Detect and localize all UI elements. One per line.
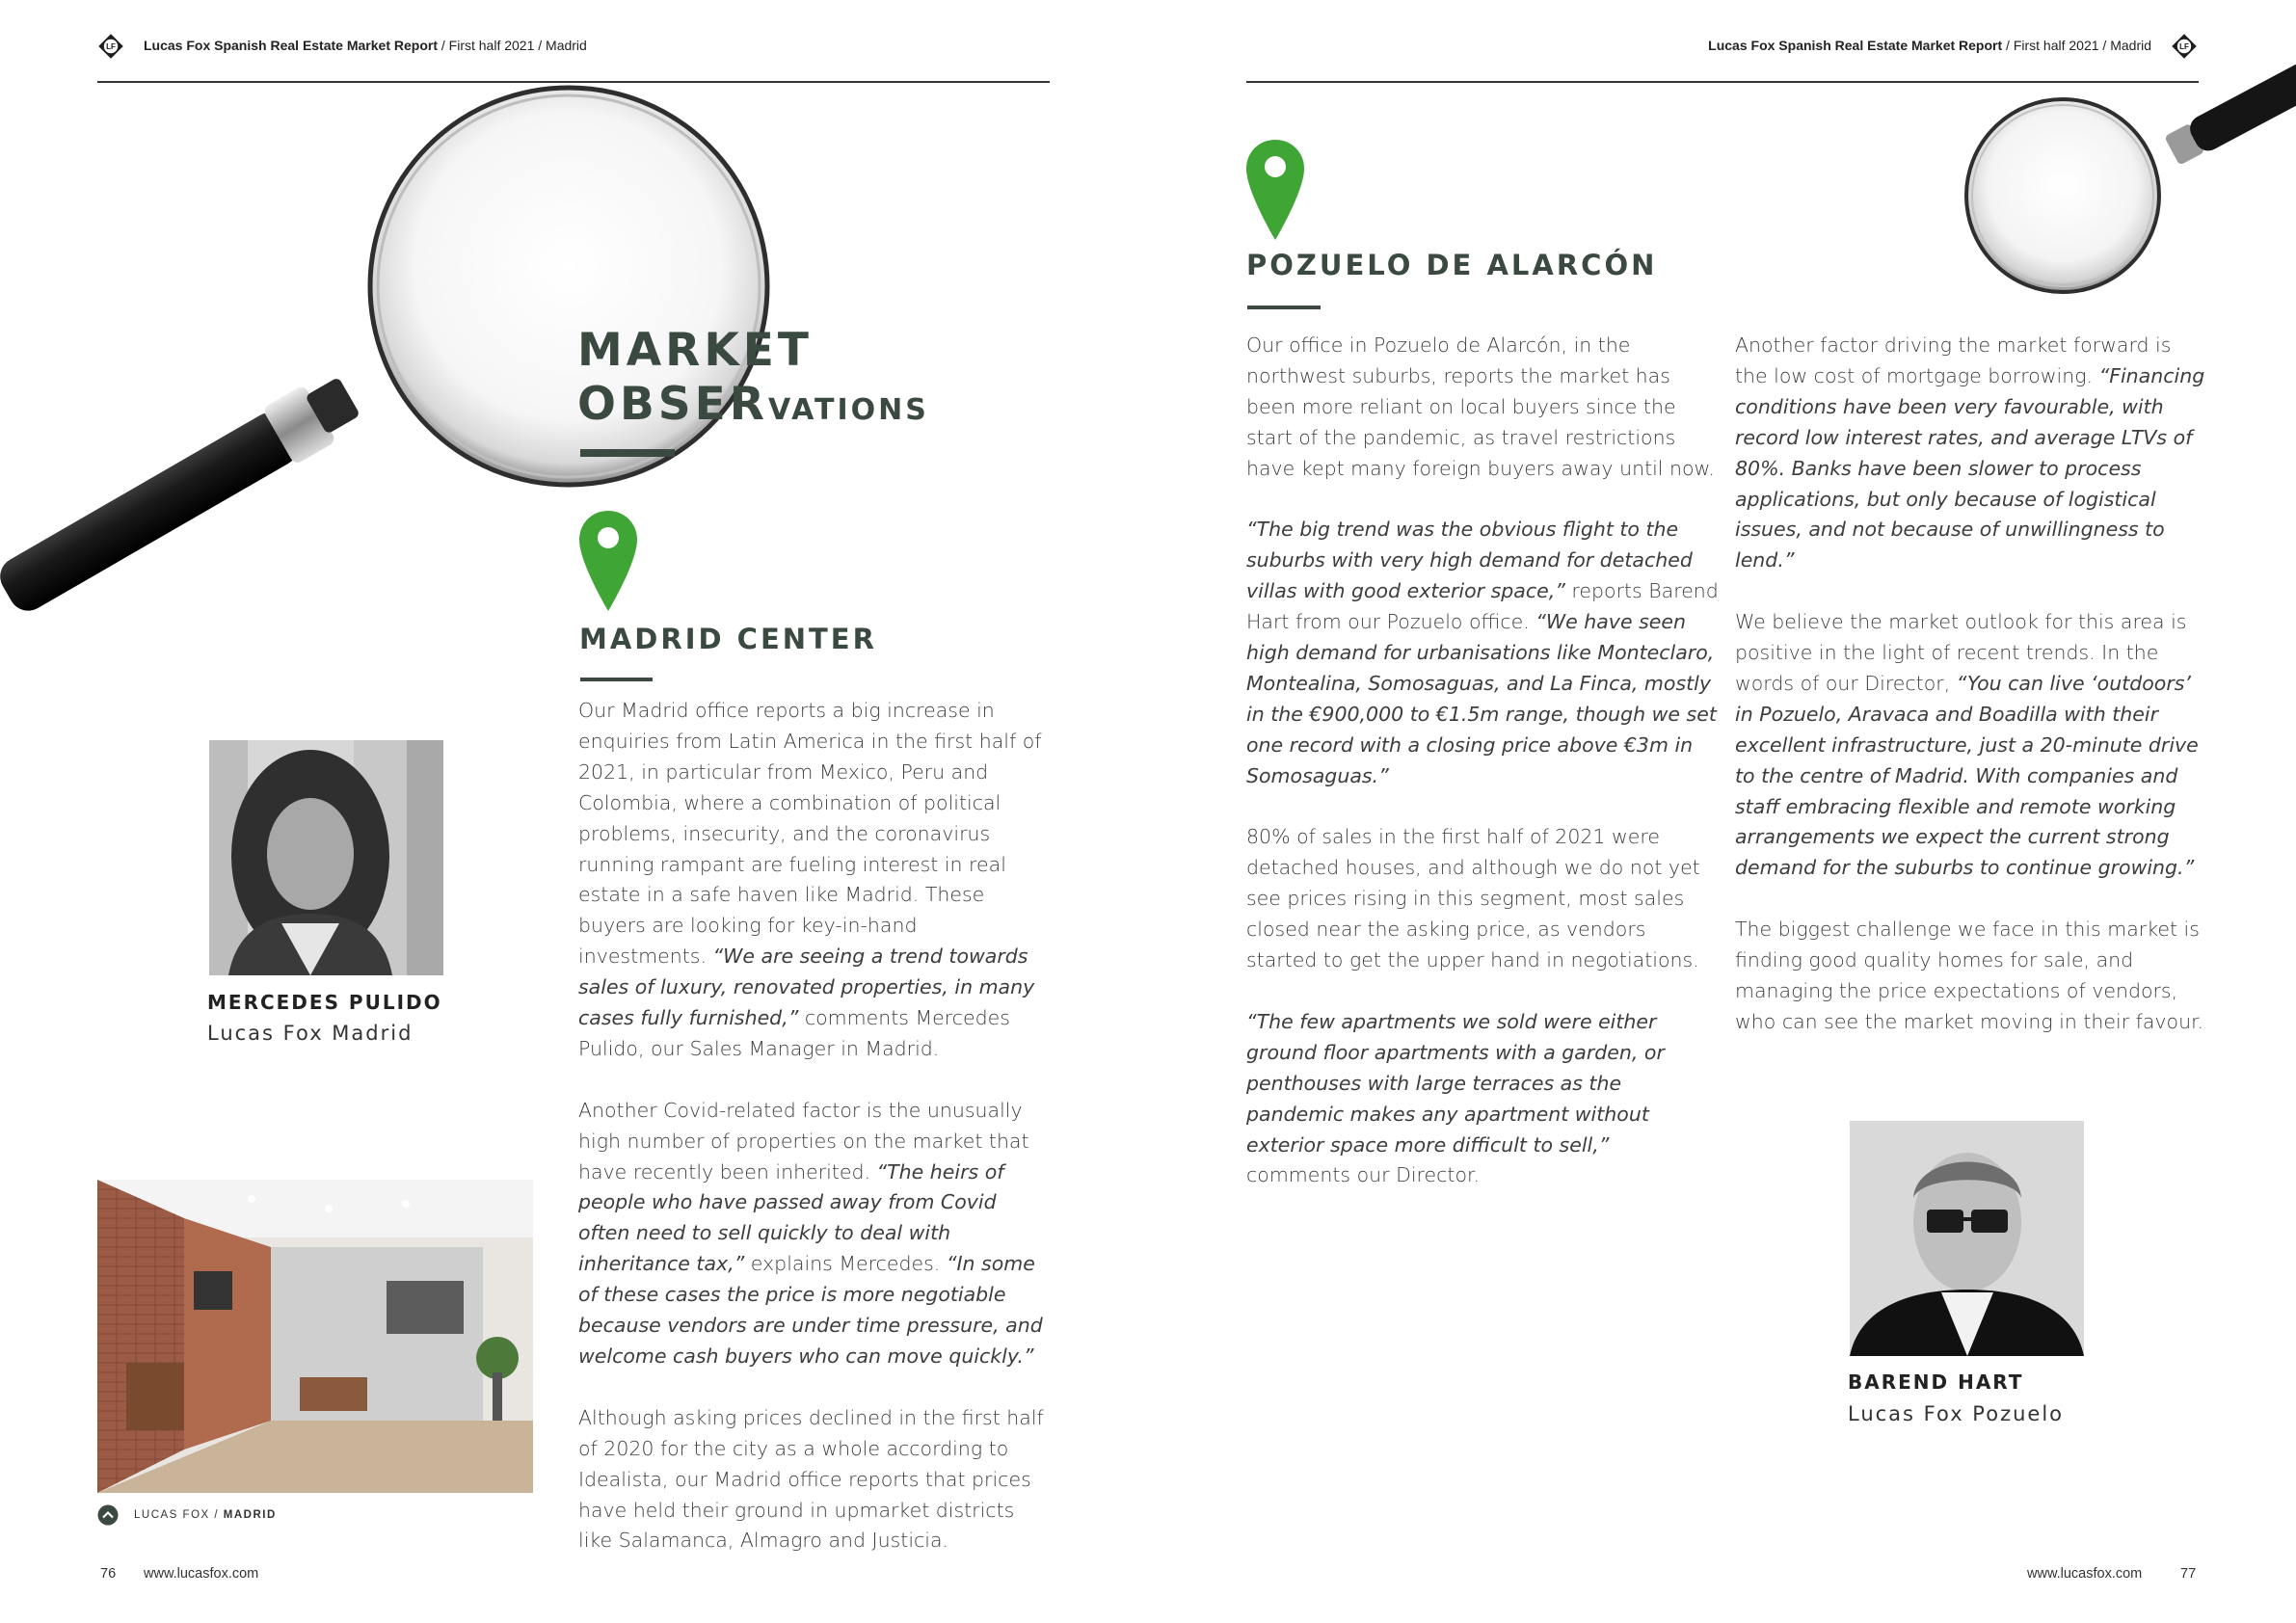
quote-text: “The few apartments we sold were either ground floor apartments with a garden, or penthouses with large terraces as the pandemic makes any apartment without exterior space more difficult to sell,” [1246, 1009, 1665, 1157]
lucas-fox-logo-icon [97, 33, 124, 60]
header-right [1708, 38, 2151, 53]
pozuelo-article-col2 [1735, 331, 2207, 1069]
website-link-right[interactable]: www.lucasfox.com [2027, 1566, 2143, 1582]
article-paragraph [1246, 515, 1719, 791]
photo-caption-brand: LUCAS FOX [134, 1509, 210, 1521]
body-text: Another factor driving the market forward is the low cost of mortgage borrowing. [1735, 333, 2172, 387]
body-text: Our Madrid office reports a big increase in enquiries from Latin America in the first half of 2021, in particular from Mexico, Peru and Colombia, where a combination of political problems, insecurity, and the coronavirus running rampant are fueling interest in real estate in a safe haven like Madrid. These buyers are looking for key-in-hand investments. [578, 699, 1042, 969]
report-period: / First half 2021 / Madrid [437, 38, 587, 53]
article-paragraph [1735, 915, 2207, 1038]
section-accent-bar [1247, 306, 1321, 309]
title-accent-bar [580, 449, 675, 457]
article-paragraph [578, 1096, 1051, 1372]
page-number-right: 77 [2180, 1566, 2197, 1582]
magnifying-glass-icon [1957, 63, 2296, 313]
body-text: Another Covid-related factor is the unusually high number of properties on the market that have recently been inherited. [578, 1098, 1029, 1184]
photo-caption-city: MADRID [223, 1509, 277, 1521]
photo-caption [134, 1509, 277, 1521]
body-text: 80% of sales in the first half of 2021 were detached houses, and although we do not yet see prices rising in this segment, most sales closed near the asking price, as vendors started to get the upper hand in negotiations. [1246, 825, 1700, 972]
chevron-up-circle-icon [97, 1504, 119, 1526]
body-text: Our office in Pozuelo de Alarcón, in the northwest suburbs, reports the market has been more reliant on local buyers since the start of the pandemic, as travel restrictions have kept many foreign buyers away until now. [1246, 333, 1715, 480]
body-text: The biggest challenge we face in this market is finding good quality homes for sale, and managing the price expectations of vendors, who can see the market moving in their favour. [1735, 918, 2204, 1033]
person-name-mercedes: MERCEDES PULIDO [207, 991, 442, 1014]
portrait-mercedes-pulido [209, 740, 443, 975]
photo-caption-separator: / [209, 1509, 224, 1521]
article-paragraph [578, 1403, 1051, 1557]
report-period: / First half 2021 / Madrid [2002, 38, 2151, 53]
body-text: We believe the market outlook for this area is positive in the light of recent trends. In the words of our Director, [1735, 610, 2187, 695]
header-left [144, 38, 587, 53]
body-text: reports Barend Hart from our Pozuelo office. [1246, 579, 1719, 634]
section-accent-bar [580, 678, 653, 681]
lucas-fox-logo-icon [2171, 33, 2198, 60]
quote-text: “We are seeing a trend towards sales of luxury, renovated properties, in many cases fully furnished,” [578, 945, 1035, 1030]
article-paragraph [1735, 607, 2207, 884]
person-name-barend: BAREND HART [1848, 1370, 2024, 1394]
quote-text: “The heirs of people who have passed away from Covid often need to sell quickly to deal with inheritance tax,” [578, 1159, 1004, 1276]
person-office-mercedes: Lucas Fox Madrid [207, 1022, 414, 1045]
body-text: explains Mercedes. [744, 1252, 947, 1276]
body-text: comments Mercedes Pulido, our Sales Manager in Madrid. [578, 1006, 1010, 1060]
body-text: Although asking prices declined in the first half of 2020 for the city as a whole according to Idealista, our Madrid office reports that prices have held their ground in upmarket districts like Salamanca, Almagro and Justicia. [578, 1405, 1044, 1553]
quote-text: “We have seen high demand for urbanisations like Monteclaro, Montealina, Somosaguas, and La Finca, mostly in the €900,000 to €1.5m range, though we set one record with a closing price above €3m in Somosaguas.” [1246, 610, 1717, 787]
page-title-line2 [577, 378, 929, 431]
website-link-left[interactable]: www.lucasfox.com [144, 1566, 259, 1582]
page-number-left: 76 [100, 1566, 117, 1582]
page-title-line2-b: VATIONS [767, 393, 929, 427]
section-title-madrid: MADRID CENTER [579, 623, 877, 655]
article-paragraph [1246, 822, 1719, 976]
quote-text: “In some of these cases the price is more negotiable because vendors are under time pressure, and welcome cash buyers who can move quickly.” [578, 1252, 1043, 1369]
madrid-article [578, 696, 1051, 1587]
page-title-line1: MARKET [577, 324, 813, 377]
article-paragraph [1246, 1007, 1719, 1191]
article-paragraph [1735, 331, 2207, 576]
quote-text: “Financing conditions have been very favourable, with record low interest rates, and average LTVs of 80%. Banks have been slower to process applications, but only because of logistical issues, and not because of unwillingness to lend.” [1735, 363, 2205, 572]
location-pin-icon [579, 511, 637, 611]
body-text: comments our Director. [1246, 1163, 1481, 1187]
report-title: Lucas Fox Spanish Real Estate Market Report [1708, 38, 2003, 53]
svg-text:LF: LF [2179, 42, 2189, 52]
section-title-pozuelo: POZUELO DE ALARCÓN [1246, 249, 1658, 281]
person-office-barend: Lucas Fox Pozuelo [1848, 1402, 2065, 1425]
article-paragraph [1246, 331, 1719, 485]
location-pin-icon [1246, 140, 1304, 240]
article-paragraph [578, 696, 1051, 1065]
quote-text: “The big trend was the obvious flight to the suburbs with very high demand for detached villas with good exterior space,” [1246, 518, 1693, 603]
page-title-line2-a: OBSER [577, 378, 768, 431]
portrait-barend-hart [1850, 1121, 2084, 1356]
svg-text:LF: LF [106, 42, 116, 52]
report-title: Lucas Fox Spanish Real Estate Market Report [144, 38, 438, 53]
quote-text: “You can live ‘outdoors’ in Pozuelo, Aravaca and Boadilla with their excellent infrastructure, just a 20-minute drive to the centre of Madrid. With companies and staff embracing flexible and remote working arrangements we expect the current strong demand for the suburbs to continue growing.” [1735, 671, 2199, 880]
pozuelo-article-col1 [1246, 331, 1719, 1222]
madrid-office-photo [97, 1180, 533, 1493]
